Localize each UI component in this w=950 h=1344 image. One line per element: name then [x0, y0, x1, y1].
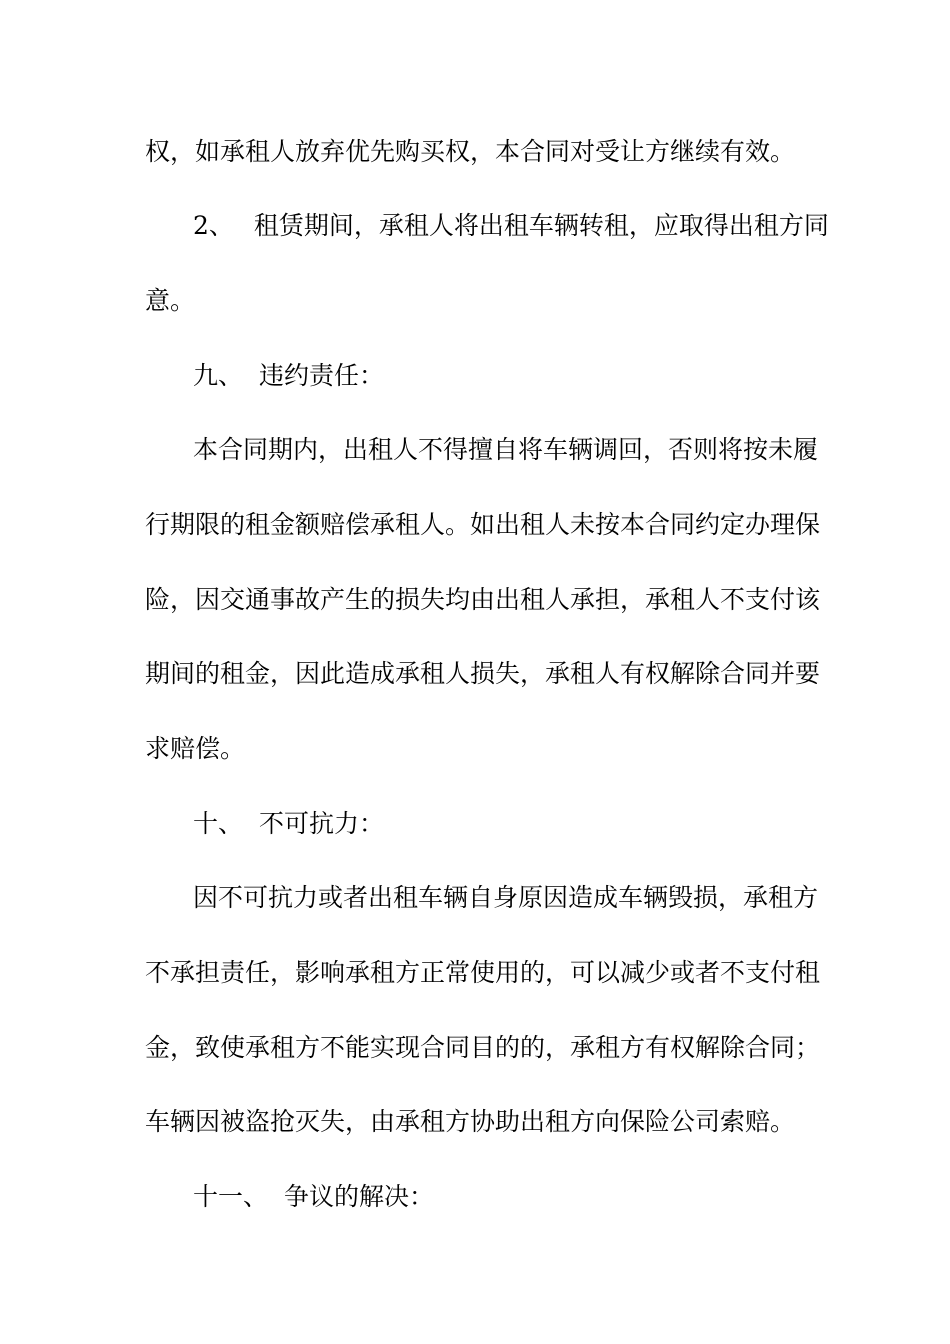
section-heading-9: [193, 360, 873, 392]
section-title: 不可抗力：: [259, 809, 385, 838]
clause-number: 2、: [193, 211, 234, 240]
paragraph-line: 权，如承租人放弃优先购买权，本合同对受让方继续有效。: [145, 137, 796, 166]
section-title: 争议的解决：: [284, 1182, 435, 1211]
paragraph-line: 因不可抗力或者出租车辆自身原因造成车辆毁损，承租方: [193, 883, 819, 912]
section-heading-11: [193, 1181, 873, 1213]
paragraph-line: 行期限的租金额赔偿承租人。如出租人未按本合同约定办理保: [145, 510, 821, 539]
clause-item-2: [193, 210, 873, 242]
clause-text: 租赁期间，承租人将出租车辆转租，应取得出租方同: [253, 211, 829, 240]
paragraph-line: 期间的租金，因此造成承租人损失，承租人有权解除合同并要: [145, 659, 821, 688]
section-number: 十、: [193, 809, 244, 838]
section-number: 九、: [193, 361, 244, 390]
paragraph-line: 险，因交通事故产生的损失均由出租人承担，承租人不支付该: [145, 585, 821, 614]
paragraph-line: 车辆因被盗抢灭失，由承租方协助出租方向保险公司索赔。: [145, 1107, 796, 1136]
section-title: 违约责任：: [259, 361, 385, 390]
paragraph-line: 不承担责任，影响承租方正常使用的，可以减少或者不支付租: [145, 958, 821, 987]
section-heading-10: [193, 808, 873, 840]
section-number: 十一、: [193, 1182, 269, 1211]
paragraph-line: 意。: [145, 286, 196, 315]
paragraph-line: 金，致使承租方不能实现合同目的的，承租方有权解除合同；: [145, 1033, 821, 1062]
paragraph-line: 本合同期内，出租人不得擅自将车辆调回，否则将按未履: [193, 435, 819, 464]
paragraph-line: 求赔偿。: [145, 734, 246, 763]
